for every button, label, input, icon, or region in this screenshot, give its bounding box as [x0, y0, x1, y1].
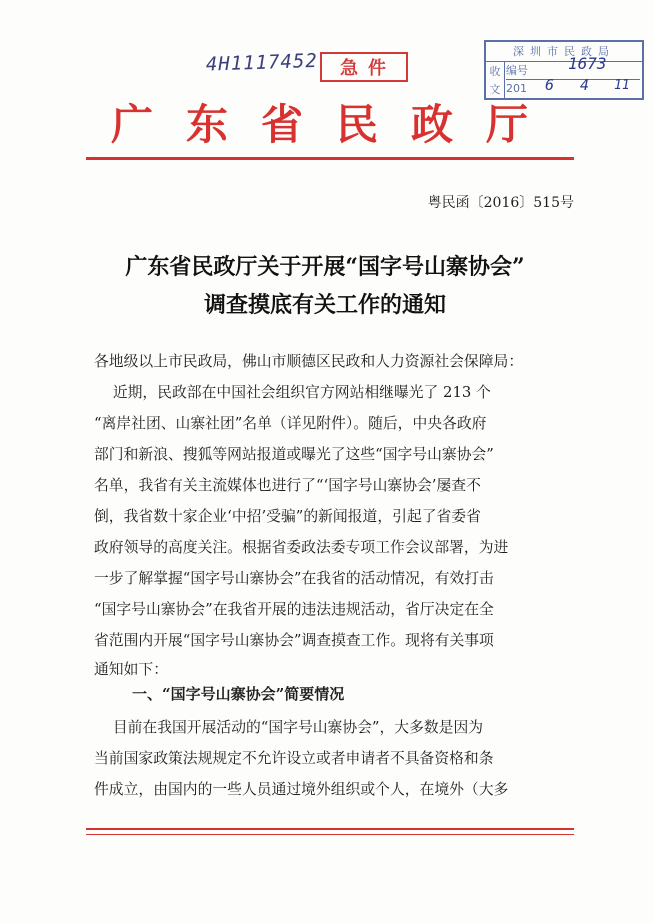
body-line: 倒，我省数十家企业‘中招’受骗”的新闻报道，引起了省委省 — [94, 508, 481, 525]
handwritten-date-month: 4 — [580, 76, 590, 94]
urgent-stamp: 急件 — [320, 52, 408, 82]
handwritten-receipt-number: 1673 — [568, 54, 607, 73]
section-line: 当前国家政策法规规定不允许设立或者申请者不具备资格和条 — [94, 750, 494, 767]
letterhead-red-rule — [86, 157, 574, 160]
receipt-stamp-side-char: 文 — [489, 83, 501, 96]
body-line: 省范围内开展“国字号山寨协会”调查摸查工作。现将有关事项 — [94, 632, 494, 649]
footer-red-rule-bottom — [86, 834, 574, 835]
receipt-stamp-header: 深圳市民政局 — [486, 42, 642, 62]
receipt-stamp-row-number: 编号 — [506, 62, 640, 80]
document-number: 粤民函〔2016〕515号 — [427, 195, 574, 211]
body-line: 部门和新浪、搜狐等网站报道或曝光了这些“国字号山寨协会” — [94, 446, 494, 463]
document-title-line: 广东省民政厅关于开展“国字号山寨协会” — [125, 254, 525, 280]
section-heading: 一、“国字号山寨协会”简要情况 — [132, 685, 345, 703]
addressee: 各地级以上市民政局，佛山市顺德区民政和人力资源社会保障局： — [94, 353, 524, 370]
body-line: “离岸社团、山寨社团”名单（详见附件）。随后，中央各政府 — [94, 415, 487, 432]
body-line: 政府领导的高度关注。根据省委政法委专项工作会议部署，为进 — [94, 539, 509, 556]
section-line: 件成立，由国内的一些人员通过境外组织或个人，在境外（大多 — [94, 781, 509, 798]
body-line: 通知如下： — [94, 661, 168, 678]
receipt-stamp-side-char: 收 — [489, 65, 501, 78]
body-line: “国字号山寨协会”在我省开展的违法违规活动，省厅决定在全 — [94, 601, 494, 618]
handwritten-file-number: 4H1117452 — [205, 49, 319, 76]
footer-red-rule-top — [86, 828, 574, 830]
section-line: 目前在我国开展活动的“国字号山寨协会”，大多数是因为 — [94, 719, 484, 736]
document-title-line: 调查摸底有关工作的通知 — [203, 292, 446, 318]
receipt-stamp-side — [486, 62, 505, 98]
body-line: 近期，民政部在中国社会组织官方网站相继曝光了 213 个 — [94, 384, 491, 401]
body-line: 名单，我省有关主流媒体也进行了“‘国字号山寨协会’屡查不 — [94, 477, 481, 494]
handwritten-date-day: 11 — [614, 78, 630, 93]
handwritten-date-year: 6 — [545, 76, 555, 94]
receipt-stamp-row-date: 201 — [506, 82, 527, 95]
body-line: 一步了解掌握“国字号山寨协会”在我省的活动情况，有效打击 — [94, 570, 494, 587]
agency-letterhead: 广东省民政厅 — [110, 100, 561, 149]
